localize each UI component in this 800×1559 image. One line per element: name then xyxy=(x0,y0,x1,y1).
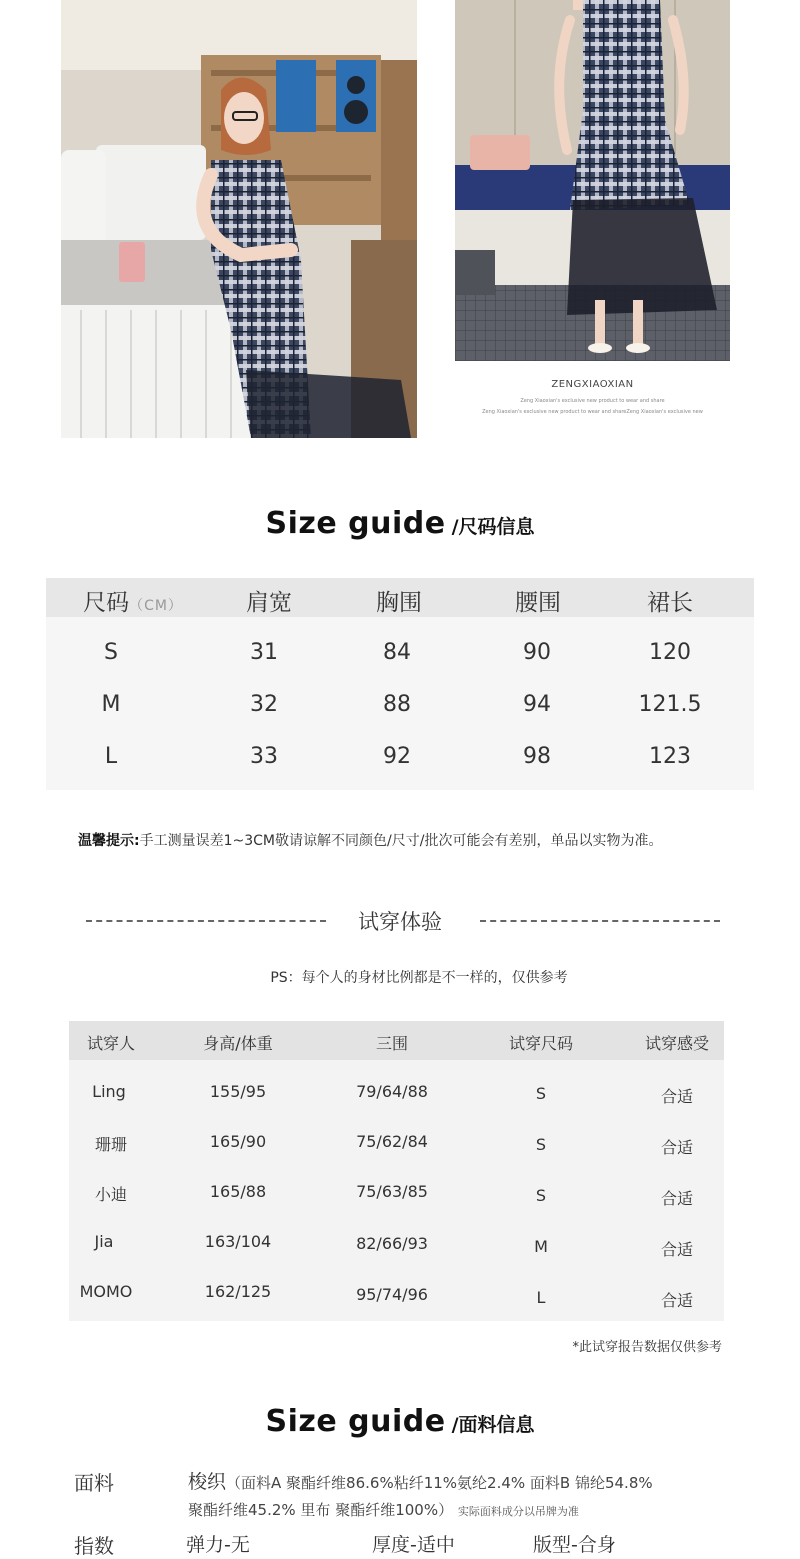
fabric-subtitle: /面料信息 xyxy=(451,1414,535,1436)
fabric-line1: （面料A 聚酯纤维86.6%粘纤11%氨纶2.4% 面料B 锦纶54.8% xyxy=(226,1474,653,1492)
header-tried-size: 试穿尺码 xyxy=(508,1034,574,1053)
header-measurements: 三围 xyxy=(375,1034,409,1053)
product-photo-standing xyxy=(455,0,730,361)
fabric-title: Size guide xyxy=(265,1404,446,1439)
size-guide-title: Size guide xyxy=(265,506,446,541)
waist-cell: 98 xyxy=(523,744,551,769)
size-cell: M xyxy=(534,1237,548,1256)
feel-cell: 合适 xyxy=(660,1087,694,1106)
feel-cell: 合适 xyxy=(660,1138,694,1157)
waist-cell: 90 xyxy=(523,640,551,665)
hw-cell: 165/88 xyxy=(209,1182,267,1201)
header-person: 试穿人 xyxy=(86,1034,136,1053)
photo-standing-illustration xyxy=(455,0,730,361)
feel-cell: 合适 xyxy=(660,1189,694,1208)
tryon-report-note: *此试穿报告数据仅供参考 xyxy=(572,1340,722,1355)
photo-cafe-illustration xyxy=(61,0,417,438)
elasticity: 弹力-无 xyxy=(186,1534,250,1556)
header-waist: 腰围 xyxy=(515,590,561,616)
shoulder-cell: 31 xyxy=(250,640,278,665)
hw-cell: 155/95 xyxy=(209,1082,267,1101)
person-cell: Jia xyxy=(94,1232,114,1251)
fit: 版型-合身 xyxy=(533,1534,616,1556)
size-guide-subtitle: /尺码信息 xyxy=(451,516,535,538)
header-shoulder: 肩宽 xyxy=(246,590,292,616)
tryon-table-header xyxy=(69,1021,724,1060)
tryon-note: PS：每个人的身材比例都是不一样的，仅供参考 xyxy=(270,970,568,986)
person-cell: MOMO xyxy=(79,1282,133,1301)
index-label: 指数 xyxy=(74,1534,114,1558)
size-table xyxy=(46,578,754,790)
feel-cell: 合适 xyxy=(660,1291,694,1310)
size-guide-heading xyxy=(0,506,800,541)
measure-cell: 75/62/84 xyxy=(356,1132,428,1151)
length-cell: 120 xyxy=(649,640,691,665)
chest-cell: 88 xyxy=(383,692,411,717)
chest-cell: 84 xyxy=(383,640,411,665)
product-photo-cafe xyxy=(61,0,417,438)
feel-cell: 合适 xyxy=(660,1240,694,1259)
brand-subtitle-2: Zeng Xiaoxian's exclusive new product to wear and shareZeng Xiaoxian's exclusive new xyxy=(482,409,703,415)
fabric-label: 面料 xyxy=(74,1471,114,1495)
waist-cell: 94 xyxy=(523,692,551,717)
person-cell: 珊珊 xyxy=(94,1135,128,1154)
size-cell: M xyxy=(101,692,121,717)
person-cell: Ling xyxy=(92,1082,126,1101)
size-cell: S xyxy=(535,1084,547,1103)
header-feeling: 试穿感受 xyxy=(644,1034,710,1053)
person-cell: 小迪 xyxy=(94,1185,128,1204)
tryon-table xyxy=(69,1021,724,1321)
measure-cell: 95/74/96 xyxy=(356,1285,428,1304)
size-cell: L xyxy=(104,744,118,769)
header-size-label: 尺码 xyxy=(83,590,130,616)
hw-cell: 163/104 xyxy=(204,1232,272,1251)
header-unit-label: （CM） xyxy=(129,598,183,614)
size-table-header xyxy=(46,578,754,617)
length-cell: 123 xyxy=(649,744,691,769)
shoulder-cell: 32 xyxy=(250,692,278,717)
shoulder-cell: 33 xyxy=(250,744,278,769)
hw-cell: 165/90 xyxy=(209,1132,267,1151)
size-cell: L xyxy=(536,1288,546,1307)
size-cell: S xyxy=(535,1186,547,1205)
thickness: 厚度-适中 xyxy=(372,1534,455,1556)
brand-subtitle-1: Zeng Xiaoxian's exclusive new product to wear and share xyxy=(520,398,665,404)
header-size xyxy=(83,584,183,617)
tip-text: 手工测量误差1~3CM敬请谅解不同颜色/尺寸/批次可能会有差别，单品以实物为准。 xyxy=(139,833,663,849)
fabric-type: 梭织 xyxy=(188,1471,227,1493)
fabric-composition-line1 xyxy=(188,1467,653,1494)
size-cell: S xyxy=(535,1135,547,1154)
divider-right xyxy=(480,920,720,922)
size-cell: S xyxy=(104,640,118,665)
tryon-title: 试穿体验 xyxy=(358,910,442,934)
measure-cell: 79/64/88 xyxy=(356,1082,428,1101)
measure-cell: 82/66/93 xyxy=(356,1234,428,1253)
length-cell: 121.5 xyxy=(638,692,702,717)
fabric-line2: 聚酯纤维45.2% 里布 聚酯纤维100%） xyxy=(188,1501,454,1519)
header-height-weight: 身高/体重 xyxy=(203,1034,273,1053)
measurement-tip xyxy=(78,830,662,850)
chest-cell: 92 xyxy=(383,744,411,769)
fabric-composition-line2 xyxy=(188,1499,579,1520)
header-length: 裙长 xyxy=(647,590,693,616)
fabric-heading xyxy=(0,1404,800,1439)
measure-cell: 75/63/85 xyxy=(356,1182,428,1201)
fabric-note: 实际面料成分以吊牌为准 xyxy=(457,1505,579,1518)
brand-title: ZENGXIAOXIAN xyxy=(551,379,634,390)
tip-label: 温馨提示: xyxy=(78,833,140,849)
hw-cell: 162/125 xyxy=(204,1282,272,1301)
header-chest: 胸围 xyxy=(376,590,422,616)
